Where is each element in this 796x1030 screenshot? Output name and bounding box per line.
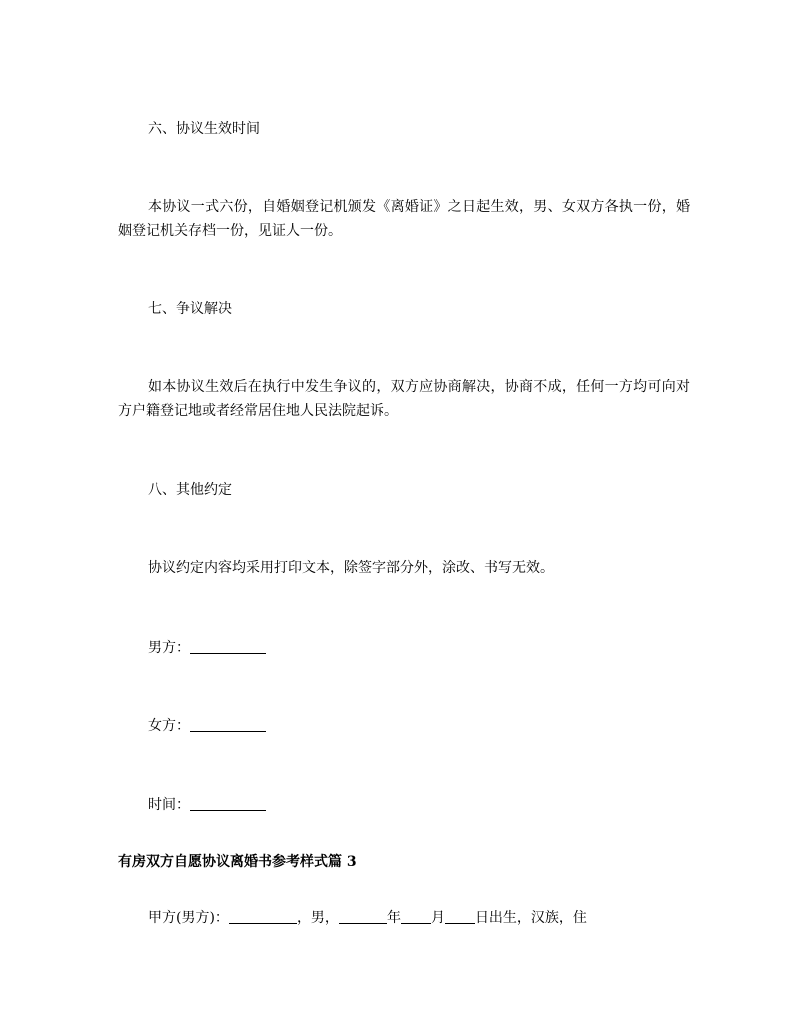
time-signature-blank	[190, 796, 266, 811]
female-signature-blank	[190, 717, 266, 732]
female-signature-line	[148, 714, 718, 738]
male-signature-line	[148, 636, 718, 660]
female-signature-label: 女方：	[148, 718, 190, 734]
section-6-heading: 六、协议生效时间	[148, 121, 260, 137]
section-7-heading: 七、争议解决	[148, 301, 232, 317]
section-8-body: 协议约定内容均采用打印文本，除签字部分外，涂改、书写无效。	[148, 560, 554, 576]
time-signature-label: 时间：	[148, 797, 190, 813]
birth-month-blank	[401, 909, 431, 924]
month-label: 月	[430, 910, 445, 926]
birth-day-blank	[445, 909, 475, 924]
birth-year-blank	[339, 909, 387, 924]
male-signature-label: 男方：	[148, 640, 190, 656]
next-section-title: 有房双方自愿协议离婚书参考样式篇 3	[118, 854, 357, 870]
party-a-name-blank	[229, 909, 297, 924]
party-a-gender: ，男，	[296, 910, 339, 926]
year-label: 年	[386, 910, 401, 926]
male-signature-blank	[190, 639, 266, 654]
born-text: 日出生，汉族，住	[474, 910, 587, 926]
section-6-body: 本协议一式六份，自婚姻登记机颁发《离婚证》之日起生效，男、女双方各执一份，婚姻登记机关存档一份，见证人一份。	[118, 199, 690, 239]
section-8-heading: 八、其他约定	[148, 482, 232, 498]
time-signature-line	[148, 793, 718, 817]
section-7-body: 如本协议生效后在执行中发生争议的，双方应协商解决，协商不成，任何一方均可向对方户籍登记地或者经常居住地人民法院起诉。	[118, 379, 690, 419]
party-a-line	[148, 906, 718, 930]
party-a-label: 甲方(男方)：	[148, 910, 229, 926]
